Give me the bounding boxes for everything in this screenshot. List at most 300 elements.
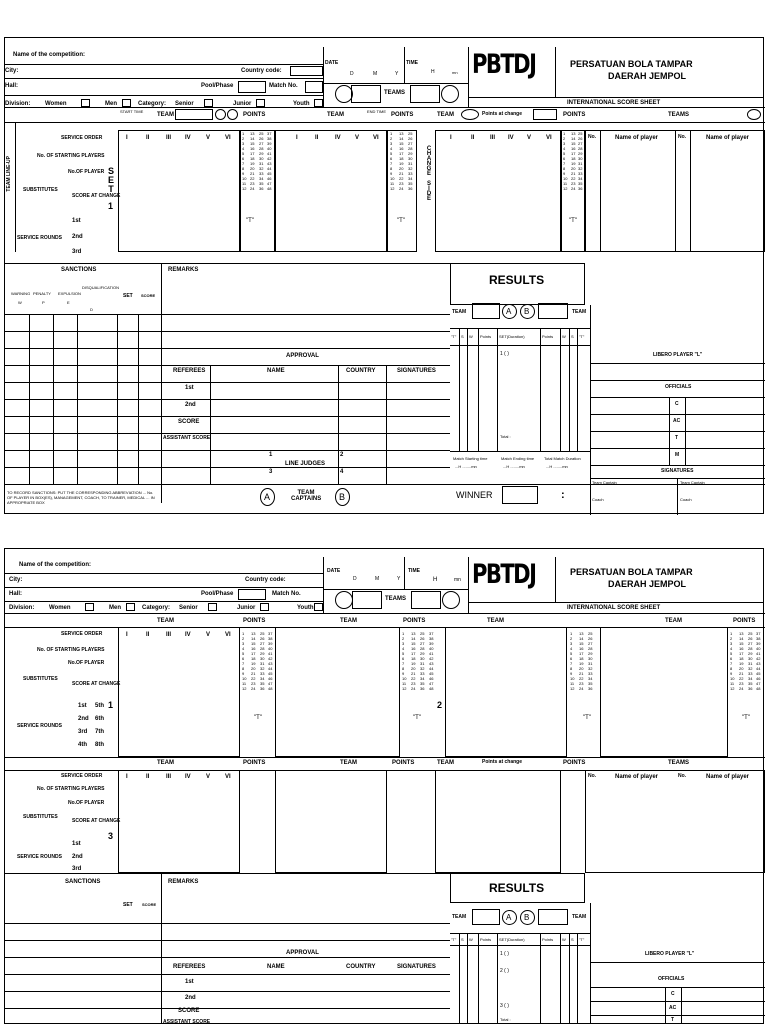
competition-label: Name of the competition:: [13, 52, 86, 58]
team-left-field[interactable]: [351, 85, 381, 103]
s3-pos-i: I: [126, 774, 128, 780]
city-label-2: City:: [9, 577, 23, 583]
res-col-t-2: "T": [579, 334, 585, 339]
lineup-grid-team-mid[interactable]: [275, 130, 387, 252]
libero-label: LIBERO PLAYER "L": [653, 352, 703, 358]
team-label-2: TEAM: [327, 112, 344, 118]
s2-pos-ii: II: [146, 632, 150, 638]
e-label: E: [67, 300, 70, 305]
s3-round-1: 1st: [72, 841, 81, 847]
s2-officials-label: OFFICIALS: [658, 976, 685, 982]
assistant-scorer-label: ASSISTANT SCORE: [163, 435, 211, 441]
s2-points-col1-b: 1 2 3 4 5 6 7 8 9 10 11 12: [402, 631, 407, 691]
hall-label: Hall:: [5, 83, 19, 89]
s2-libero-label: LIBERO PLAYER "L": [645, 951, 695, 957]
s2-assistant-scorer: ASSISTANT SCORE: [163, 1019, 211, 1024]
s2-pos-iii: III: [166, 632, 172, 638]
senior-checkbox-2[interactable]: [208, 603, 217, 611]
s2-set1-grid[interactable]: [118, 627, 240, 757]
results-team-b-label: TEAM: [572, 309, 587, 315]
players-name-label-2: Name of player: [706, 135, 750, 141]
team-circle-2a[interactable]: [335, 591, 353, 609]
round-3rd: 3rd: [72, 249, 82, 255]
category-label-2: Category:: [142, 605, 171, 611]
s3-players-list[interactable]: [585, 770, 765, 873]
s2-res-col-points-2: Points: [542, 937, 554, 942]
date-label: DATE: [325, 60, 339, 66]
s3-players-no: No.: [588, 773, 597, 779]
s2-pos-v: V: [206, 632, 211, 638]
players-no-label: No.: [588, 134, 597, 140]
points-col1: 1 2 3 4 5 6 7 8 9 10 11 12: [242, 131, 247, 191]
country-code-label: Country code:: [241, 68, 282, 74]
s3-score-at-change: SCORE AT CHANGE: [72, 818, 121, 824]
pos-ii-c: II: [471, 135, 475, 141]
sanctions-note: TO RECORD SANCTIONS: PUT THE CORRESPONDING ABBREVIATION ... No. OF PLAYER IN BOX(ES), MANAGEMENT, COACH, TO TRAINER, MEDICAL ... IN APPROPRIATE BOX: [7, 490, 155, 505]
scorer-label: SCORE: [178, 419, 200, 425]
s2-results-b-letter: B: [524, 913, 530, 922]
time-label-2: TIME: [408, 568, 420, 574]
res-col-points: Points: [480, 334, 492, 339]
remarks-title: REMARKS: [168, 267, 199, 273]
pos-iv-c: IV: [508, 135, 514, 141]
s2-remarks-title: REMARKS: [168, 879, 199, 885]
results-a-letter: A: [506, 307, 512, 316]
s3-grid-c[interactable]: [435, 770, 561, 873]
s2-points-col4: 37 38 39 40 41 42 43 44 45 46 47 48: [268, 631, 273, 691]
sheet-title: INTERNATIONAL SCORE SHEET: [567, 100, 661, 106]
org-name-line1: PERSATUAN BOLA TAMPAR: [570, 59, 693, 69]
match-no-label: Match No.: [269, 83, 298, 89]
points-col2-c: 13 14 15 16 17 18 19 20 21 22 23 24: [571, 131, 576, 191]
s2-res-col-s: S: [461, 937, 464, 942]
s2-results-title: RESULTS: [489, 881, 545, 895]
pos-i: I: [126, 135, 128, 141]
s2-approval-title: APPROVAL: [286, 950, 319, 956]
s2-points-col4-d: 37 38 39 40 41 42 43 44 45 46 47 48: [756, 631, 761, 691]
s2-round-5: 5th: [95, 703, 104, 709]
s2-res-col-w-2: W: [562, 937, 566, 942]
youth-checkbox-2[interactable]: [314, 603, 323, 611]
s2-result-set-3: 3 ( ): [500, 1003, 509, 1009]
mn-label-2: mn: [454, 577, 461, 583]
m-label: M: [373, 71, 378, 77]
s3-grid[interactable]: [118, 770, 240, 873]
teams-label-right: TEAMS: [668, 112, 689, 118]
s2-round-2: 2nd: [78, 716, 89, 722]
s2-points-label-2: POINTS: [403, 618, 426, 624]
captain-b-letter: B: [339, 492, 346, 502]
referees-label: REFEREES: [173, 368, 206, 374]
s3-grid-b[interactable]: [275, 770, 387, 873]
s2-score-at-change: SCORE AT CHANGE: [72, 681, 121, 687]
s2-referees: REFEREES: [173, 964, 206, 970]
match-starting-label: Match Starting time: [453, 456, 488, 461]
t-mark-1: "T": [246, 218, 254, 224]
results-team-b-field[interactable]: [538, 303, 568, 319]
s2-t-mark-4: "T": [742, 715, 750, 721]
s3-pos-ii: II: [146, 774, 150, 780]
pos-vi-b: VI: [373, 135, 379, 141]
s2-country: COUNTRY: [346, 964, 376, 970]
winner-label: WINNER: [456, 490, 493, 500]
line-judges-label: LINE JUDGES: [285, 461, 326, 467]
s2-result-set-1: 1 ( ): [500, 951, 509, 957]
line-judge-1: 1: [269, 452, 273, 458]
s2-points-col1-c: 1 2 3 4 5 6 7 8 9 10 11 12: [570, 631, 575, 691]
score-sheet-1: [4, 37, 764, 514]
h-label: H: [431, 69, 435, 75]
penalty-label: PENALTY: [33, 291, 51, 296]
results-a-circle: [502, 304, 517, 319]
city-label: City:: [5, 68, 19, 74]
s2-points-label: POINTS: [243, 618, 266, 624]
s2-points-label-4: POINTS: [733, 618, 756, 624]
women-checkbox[interactable]: [81, 99, 90, 107]
s2-points-col2-b: 13 14 15 16 17 18 19 20 21 22 23 24: [411, 631, 416, 691]
res-col-w-2: W: [562, 334, 566, 339]
referee-1st: 1st: [185, 385, 194, 391]
team-captains-label: TEAM CAPTAINS: [291, 490, 322, 502]
s2-team-label-2: TEAM: [340, 618, 357, 624]
s2-points-col2-c: 13 14 15 16 17 18 19 20 21 22 23 24: [579, 631, 584, 691]
s2-signatures: SIGNATURES: [397, 964, 436, 970]
h-label-2: H: [433, 577, 438, 583]
points-col3: 25 26 27 28 29 30 31 32 33 34 35 36: [259, 131, 264, 191]
coach-b-label: Coach: [680, 497, 692, 502]
captain-a-letter: A: [264, 492, 271, 502]
team-captain-a-label: Team Captain: [592, 480, 617, 485]
res-col-s-2: S: [571, 334, 574, 339]
s2-set-1: 1: [108, 700, 114, 710]
pos-i-b: I: [296, 135, 298, 141]
winner-field[interactable]: [502, 486, 538, 504]
match-ending-value: ...H ........mn: [503, 464, 525, 469]
players-name-label: Name of player: [615, 135, 659, 141]
s2-pos-iv: IV: [185, 632, 191, 638]
s2-results-a-letter: A: [506, 913, 512, 922]
s2-round-1: 1st: [78, 703, 87, 709]
s2-round-4: 4th: [78, 742, 87, 748]
officials-label: OFFICIALS: [665, 384, 692, 390]
s2-official-t: T: [671, 1017, 675, 1023]
s3-pos-iv: IV: [185, 774, 191, 780]
no-of-player-label: No.OF PLAYER: [68, 169, 105, 175]
s3-players-no-2: No.: [678, 773, 687, 779]
s2-results-team-b: TEAM: [572, 914, 587, 920]
women-checkbox-2[interactable]: [85, 603, 94, 611]
org-name-line1-2: PERSATUAN BOLA TAMPAR: [570, 567, 693, 577]
match-no-field[interactable]: [305, 81, 323, 93]
coach-a-label: Coach: [592, 497, 604, 502]
points-at-change-label: Points at change: [482, 111, 523, 117]
approval-title: APPROVAL: [286, 353, 319, 359]
junior-checkbox[interactable]: [256, 99, 265, 107]
sanctions-score-label: SCORE: [141, 293, 156, 298]
points-at-change-field[interactable]: [533, 109, 557, 120]
official-t: T: [675, 435, 679, 441]
s3-no-of-player: No.OF PLAYER: [68, 800, 105, 806]
s2-service-order: SERVICE ORDER: [61, 631, 103, 637]
set-vertical-label: SET: [106, 166, 116, 193]
s3-pos-vi: VI: [225, 774, 231, 780]
s2-results-b-circle: [520, 910, 535, 925]
pool-phase-label-2: Pool/Phase: [201, 591, 234, 597]
match-no-label-2: Match No.: [272, 591, 301, 597]
pos-iv: IV: [185, 135, 191, 141]
org-name-line2: DAERAH JEMPOL: [608, 71, 687, 81]
res-col-s: S: [461, 334, 464, 339]
s3-service-rounds: SERVICE ROUNDS: [17, 854, 62, 860]
change-side-label: CHANGE SIDE: [426, 146, 432, 201]
substitutes-label: SUBSTITUTES: [23, 187, 58, 193]
s2-set2-grid-b[interactable]: [600, 627, 728, 757]
results-team-a-field[interactable]: [472, 303, 500, 319]
officials-signatures-label: SIGNATURES: [661, 468, 694, 474]
s2-pos-i: I: [126, 632, 128, 638]
s2-referee-2nd: 2nd: [185, 995, 196, 1001]
mn-label: mn: [452, 70, 458, 75]
w-label: W: [18, 300, 22, 305]
s2-round-3: 3rd: [78, 729, 88, 735]
country-label: COUNTRY: [346, 368, 376, 374]
s2-service-rounds: SERVICE ROUNDS: [17, 723, 62, 729]
pbtdj-logo: PBTDJ: [472, 49, 536, 80]
lineup-grid-team-right[interactable]: [435, 130, 561, 252]
s3-team-label-3: TEAM: [437, 760, 454, 766]
team-circle-3[interactable]: [461, 109, 479, 120]
pool-phase-field-2[interactable]: [238, 589, 266, 600]
pos-vi: VI: [225, 135, 231, 141]
s3-teams-label: TEAMS: [668, 760, 689, 766]
s2-sanctions-title: SANCTIONS: [65, 879, 101, 885]
women-label: Women: [45, 101, 67, 107]
youth-label-2: Youth: [297, 605, 314, 611]
points-col4: 37 38 39 40 41 42 43 44 45 46 47 48: [267, 131, 272, 191]
starting-players-label: No. OF STARTING PLAYERS: [37, 153, 105, 159]
signatures-label: SIGNATURES: [397, 368, 436, 374]
players-no-label-2: No.: [678, 134, 687, 140]
team-right-field[interactable]: [410, 85, 440, 103]
team-label-3: TEAM: [437, 112, 454, 118]
expulsion-label: EXPULSION: [58, 291, 81, 296]
pos-iii-c: III: [490, 135, 496, 141]
points-label-2: POINTS: [391, 112, 414, 118]
country-code-label-2: Country code:: [245, 577, 286, 583]
pos-vi-c: VI: [546, 135, 552, 141]
res-col-t: "T": [451, 334, 457, 339]
women-label-2: Women: [49, 605, 71, 611]
points-label-3: POINTS: [563, 112, 586, 118]
team-captain-b-label: Team Captain: [680, 480, 705, 485]
s2-points-col2-d: 13 14 15 16 17 18 19 20 21 22 23 24: [739, 631, 744, 691]
team-circle-2b[interactable]: [442, 591, 460, 609]
warning-label: WARNING: [11, 291, 31, 296]
match-ending-label: Match Ending time: [501, 456, 535, 461]
total-duration-value: ...H ........mn: [546, 464, 568, 469]
s2-round-8: 8th: [95, 742, 104, 748]
s2-set1-grid-b[interactable]: [275, 627, 400, 757]
line-judge-2: 2: [340, 452, 344, 458]
total-duration-label: Total Match Duration: [544, 456, 581, 461]
hall-label-2: Hall:: [9, 591, 23, 597]
s3-team-label: TEAM: [157, 760, 174, 766]
score-at-change-label: SCORE AT CHANGE: [72, 193, 121, 199]
res-col-w: W: [469, 334, 473, 339]
team-circle-right[interactable]: [747, 109, 761, 120]
s2-official-c: C: [671, 991, 675, 997]
score-sheet-2: [4, 548, 764, 1024]
y-label: Y: [395, 71, 399, 77]
s3-starting-players: No. OF STARTING PLAYERS: [37, 786, 105, 792]
s2-scorer: SCORE: [178, 1008, 200, 1014]
captain-a-circle: [260, 488, 275, 506]
s2-t-mark-2: "T": [413, 715, 421, 721]
s2-pos-vi: VI: [225, 632, 231, 638]
category-label: Category:: [138, 101, 167, 107]
org-name-line2-2: DAERAH JEMPOL: [608, 579, 687, 589]
competition-label-2: Name of the competition:: [19, 562, 92, 568]
s3-players-name: Name of player: [615, 774, 659, 780]
s2-points-col4-b: 37 38 39 40 41 42 43 44 45 46 47 48: [429, 631, 434, 691]
pos-ii-b: II: [315, 135, 319, 141]
m-label-2: M: [375, 576, 380, 582]
men-label: Men: [105, 101, 117, 107]
captain-b-circle: [335, 488, 350, 506]
points-col3-b: 25 26 27 28 29 30 31 32 33 34 35 36: [408, 131, 413, 191]
p-label: P: [42, 300, 45, 305]
pos-v-b: V: [355, 135, 360, 141]
points-label: POINTS: [243, 112, 266, 118]
s2-team-label-4: TEAM: [665, 618, 682, 624]
pbtdj-logo-2: PBTDJ: [472, 559, 536, 590]
senior-label-2: Senior: [179, 605, 198, 611]
s3-substitutes: SUBSTITUTES: [23, 814, 58, 820]
s2-sanctions-score: SCORE: [142, 902, 157, 907]
pos-v-c: V: [527, 135, 532, 141]
s2-points-col3-b: 25 26 27 28 29 30 31 32 33 34 35 36: [420, 631, 425, 691]
sheet-title-2: INTERNATIONAL SCORE SHEET: [567, 605, 661, 611]
s3-team-label-2: TEAM: [340, 760, 357, 766]
s2-res-col-points: Points: [480, 937, 492, 942]
division-label-2: Division:: [9, 605, 35, 611]
s2-t-mark-1: "T": [254, 715, 262, 721]
res-col-set: SET(Duration): [499, 334, 525, 339]
pool-phase-label: Pool/Phase: [201, 83, 234, 89]
service-rounds-label: SERVICE ROUNDS: [17, 235, 62, 241]
s2-res-col-set: SET(Duration): [499, 937, 525, 942]
official-c: C: [675, 401, 679, 407]
match-starting-value: ...H ........mn: [455, 464, 477, 469]
s3-points-label-2: POINTS: [392, 760, 415, 766]
s2-results-team-a: TEAM: [452, 914, 467, 920]
s2-round-6: 6th: [95, 716, 104, 722]
s3-points-label-3: POINTS: [563, 760, 586, 766]
team-left-field-2[interactable]: [352, 591, 382, 609]
team-a-circle[interactable]: [215, 109, 226, 120]
s2-substitutes: SUBSTITUTES: [23, 676, 58, 682]
line-judge-3: 3: [269, 469, 273, 475]
points-col3-c: 25 26 27 28 29 30 31 32 33 34 35 36: [578, 131, 583, 191]
team-b-circle[interactable]: [227, 109, 238, 120]
senior-checkbox[interactable]: [204, 99, 213, 107]
points-col2: 13 14 15 16 17 18 19 20 21 22 23 24: [250, 131, 255, 191]
t-mark-2: "T": [397, 218, 405, 224]
pos-iv-b: IV: [335, 135, 341, 141]
name-label: NAME: [267, 368, 285, 374]
men-label-2: Men: [109, 605, 121, 611]
team-lineup-label: TEAM LINE-UP: [6, 156, 12, 192]
s2-results-team-b-field[interactable]: [538, 909, 568, 925]
points-col1-c: 1 2 3 4 5 6 7 8 9 10 11 12: [563, 131, 568, 191]
s2-name: NAME: [267, 964, 285, 970]
d-label: D: [90, 307, 93, 312]
res-col-points-2: Points: [542, 334, 554, 339]
s2-sanctions-set: SET: [123, 902, 133, 908]
team-a-or-b-circle-2[interactable]: [441, 85, 459, 103]
service-order-label: SERVICE ORDER: [61, 135, 103, 141]
s2-no-of-player: No.OF PLAYER: [68, 660, 105, 666]
time-label: TIME: [406, 60, 418, 66]
s2-points-col3: 25 26 27 28 29 30 31 32 33 34 35 36: [260, 631, 265, 691]
junior-label-2: Junior: [237, 605, 256, 611]
team-right-field-2[interactable]: [411, 591, 441, 609]
s2-results-total: Total :: [500, 1017, 511, 1022]
s2-points-col3-d: 25 26 27 28 29 30 31 32 33 34 35 36: [748, 631, 753, 691]
s2-points-col3-c: 25 26 27 28 29 30 31 32 33 34 35 36: [588, 631, 593, 691]
official-ac: AC: [673, 418, 681, 424]
pos-ii: II: [146, 135, 150, 141]
d-label: D: [350, 71, 354, 77]
results-total: Total :: [500, 434, 511, 439]
t-mark-3: "T": [569, 218, 577, 224]
s2-t-mark-3: "T": [583, 715, 591, 721]
points-col2-b: 13 14 15 16 17 18 19 20 21 22 23 24: [399, 131, 404, 191]
s2-referee-1st: 1st: [185, 979, 194, 985]
s2-result-set-2: 2 ( ): [500, 968, 509, 974]
set-number-1: 1: [108, 201, 114, 211]
s2-res-col-t-2: "T": [579, 937, 585, 942]
s2-results-team-a-field[interactable]: [472, 909, 500, 925]
junior-checkbox-2[interactable]: [260, 603, 269, 611]
s2-set2-grid[interactable]: [445, 627, 567, 757]
youth-checkbox[interactable]: [314, 99, 323, 107]
team-name-field[interactable]: [175, 109, 213, 120]
result-set-1: 1 ( ): [500, 351, 509, 357]
lineup-grid-team-left[interactable]: [118, 130, 240, 252]
s2-round-7: 7th: [95, 729, 104, 735]
s2-points-col2: 13 14 15 16 17 18 19 20 21 22 23 24: [251, 631, 256, 691]
s2-res-col-w: W: [469, 937, 473, 942]
s3-service-order: SERVICE ORDER: [61, 773, 103, 779]
s3-points-at-change: Points at change: [482, 759, 523, 765]
pool-phase-field[interactable]: [238, 81, 266, 93]
s2-points-col1: 1 2 3 4 5 6 7 8 9 10 11 12: [242, 631, 247, 691]
round-2nd: 2nd: [72, 234, 83, 240]
sanctions-set-label: SET: [123, 293, 133, 299]
pos-i-c: I: [450, 135, 452, 141]
disqualification-label: DISQUALIFICATION: [82, 285, 120, 290]
country-code-field[interactable]: [290, 66, 323, 76]
round-1st: 1st: [72, 218, 81, 224]
men-checkbox[interactable]: [122, 99, 131, 107]
men-checkbox-2[interactable]: [126, 603, 135, 611]
results-team-a-label: TEAM: [452, 309, 467, 315]
junior-label: Junior: [233, 101, 252, 107]
s2-team-label: TEAM: [157, 618, 174, 624]
y-label-2: Y: [397, 576, 401, 582]
teams-label: TEAMS: [384, 90, 405, 96]
